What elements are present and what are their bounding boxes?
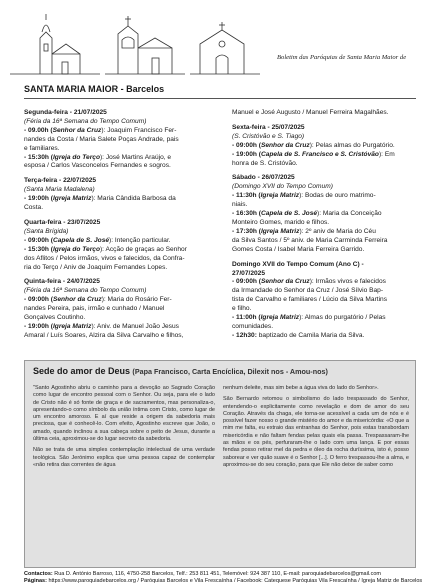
mass-entry-line xyxy=(24,332,226,341)
mass-intention-text: ): Almas do purgatório / Pelas xyxy=(299,314,386,322)
mass-intention-text: ): Maria da Conceição xyxy=(317,210,382,218)
mass-intention-text: da Irmandade do Senhor da Cruz / José Sílvio Bap- xyxy=(232,287,384,295)
mass-intention-text: e familiares. xyxy=(24,144,60,152)
mass-location: Igreja Matriz xyxy=(260,227,300,235)
mass-intention-text: ): Em xyxy=(378,150,395,158)
mass-intention-text: ): Maria do Rosário Fer- xyxy=(101,296,172,304)
mass-entry-line xyxy=(232,192,418,201)
churches-illustration xyxy=(0,4,265,76)
bulletin-title: Boletim das Paróquias de Santa Maria Maior de xyxy=(277,54,407,61)
mass-entry-line xyxy=(232,109,418,118)
mass-intention-text: ): Pelas almas do Purgatório. xyxy=(309,141,395,149)
bulletin-header xyxy=(0,0,440,78)
mass-location: Igreja do Terço xyxy=(52,245,100,253)
mass-location: Igreja Matriz xyxy=(260,192,300,200)
mass-entry-line xyxy=(232,142,418,151)
mass-entry-line xyxy=(24,296,226,305)
mass-entry-line xyxy=(24,305,226,314)
mass-location: Capela de S. Francisco e S. Cristóvão xyxy=(260,150,379,158)
mass-intention-text: ): Aniv. de Manuel João Jesus xyxy=(91,322,179,330)
footer-pages-text: https://www.paroquiadebarcelos.org / Paróquias Barcelos e Vila Frescaínha / Facebook: Catequese Paróquias Vila Frescaínha / Igreja Matriz de Barcelos xyxy=(46,578,423,585)
day-liturgical-note: (S. Cristóvão e S. Tiago) xyxy=(232,132,305,140)
mass-intention-text: e filho. xyxy=(232,305,252,313)
mass-intention-text: ria do Terço / Aniv de Joaquim Fernandes Lopes. xyxy=(24,263,168,271)
mass-intention-text: dos Aflitos / Pelos irmãos, vivos e falecidos, da Confra- xyxy=(24,254,185,262)
page-title: SANTA MARIA MAIOR - Barcelos xyxy=(24,84,165,94)
mass-entry-line xyxy=(232,228,418,237)
schedule-day xyxy=(232,109,418,118)
day-title: Domingo XVII do Tempo Comum (Ano C) - xyxy=(232,260,364,268)
mass-time: - 19:00h ( xyxy=(24,195,53,203)
schedule-day xyxy=(232,124,418,169)
reflection-box xyxy=(24,360,416,568)
mass-intention-text: Manuel e José Augusto / Manuel Ferreira Magalhães. xyxy=(232,109,389,116)
mass-time: - 09.00h ( xyxy=(24,126,53,134)
reflection-paragraph: São Bernardo retomou o simbolismo do lado trespassado do Senhor, entendendo-o explicitamente como revelação e dom de amor do seu Coração. Através da chaga, ele torna-se acessível a cada um de nós e é possível fazer nosso o grande mistério do amor e da misericórdia: «O que a mim me falta, eu extraio das entranhas do Senhor, pois estas transbordam misericórdia e não faltam fendas pelas quais ela passa. Trespassaram-lhe as mãos e os pés, perfuraram-lhe o lado com uma lança. E por essas fendas posso retirar mel da pedra e óleo da rocha duríssima, isto é, posso saborear e ver quão suave é o Senhor [...]. O ferro trespassou-lhe a alma, e aproximou-se do seu coração, para que Ele não deixe de saber como xyxy=(223,396,409,468)
mass-location: Igreja Matriz xyxy=(52,195,92,203)
mass-time: - 11:00h ( xyxy=(232,314,261,322)
reflection-left-column xyxy=(33,385,215,473)
schedule-day xyxy=(24,177,226,213)
schedule-day xyxy=(24,219,226,272)
mass-entry-line xyxy=(24,314,226,323)
day-liturgical-note: (Santa Brígida) xyxy=(24,227,69,235)
mass-time: - 09:00h ( xyxy=(232,278,261,286)
day-title: Terça-feira - 22/07/2025 xyxy=(24,177,97,185)
mass-entry-line xyxy=(232,151,418,160)
mass-location: Senhor da Cruz xyxy=(260,278,310,286)
mass-intention-text: comunidades. xyxy=(232,322,274,330)
mass-entry-line xyxy=(24,204,226,213)
mass-entry-line xyxy=(232,332,418,341)
mass-intention-text: esposa / Carlos Vasconcelos Fernandes e sogros. xyxy=(24,162,171,170)
mass-location: Capela de S. José xyxy=(52,236,110,244)
mass-intention-text: niais. xyxy=(232,201,248,209)
mass-entry-line xyxy=(232,237,418,246)
mass-entry-line xyxy=(24,154,226,163)
mass-time: - 09:00h ( xyxy=(24,236,53,244)
mass-location: Senhor da Cruz xyxy=(52,296,102,304)
mass-entry-line xyxy=(232,314,418,323)
mass-intention-text: da Silva Santos / 5º aniv. de Maria Carminda Ferreira xyxy=(232,236,388,244)
mass-time: - 09:00h ( xyxy=(232,141,261,149)
mass-entry-line xyxy=(232,305,418,314)
footer-contacts-text: Rua D. António Barroso, 116, 4750-258 Barcelos, Telf.: 253 811 451, Telemóvel: 924 387 110, E-mail: paroquiadebarcelos@gmail.com xyxy=(52,571,381,577)
mass-entry-line xyxy=(232,219,418,228)
schedule-day xyxy=(24,278,226,340)
mass-time: - 19:00h ( xyxy=(232,150,261,158)
mass-location: Igreja Matriz xyxy=(260,314,300,322)
mass-entry-line xyxy=(24,195,226,204)
mass-intention-text: nandes da Costa / Maria Salete Poças Andrade, pais xyxy=(24,135,179,143)
mass-time: - 16:30h ( xyxy=(232,210,261,218)
mass-time: - 15:30h ( xyxy=(24,245,53,253)
mass-time: - 19:00h ( xyxy=(24,322,53,330)
mass-entry-line xyxy=(232,296,418,305)
day-title: Quarta-feira - 23/07/2025 xyxy=(24,218,101,226)
mass-location: Senhor da Cruz xyxy=(260,141,310,149)
mass-entry-line xyxy=(24,162,226,171)
day-title: Quinta-feira - 24/07/2025 xyxy=(24,278,100,286)
reflection-title: Sede do amor de Deus xyxy=(33,366,131,376)
reflection-source: (Papa Francisco, Carta Encíclica, Dilexit nos - Amou-nos) xyxy=(132,367,328,376)
mass-time: - 11:30h ( xyxy=(232,192,261,200)
day-title: Sábado - 26/07/2025 xyxy=(232,174,295,182)
mass-time: - 15:30h ( xyxy=(24,153,53,161)
mass-entry-line xyxy=(232,160,418,169)
mass-entry-line xyxy=(24,264,226,273)
mass-intention-text: ): Joaquim Francisco Fer- xyxy=(101,126,177,134)
mass-time: - 12h30: xyxy=(232,331,259,339)
mass-entry-line xyxy=(232,287,418,296)
title-divider xyxy=(24,98,416,99)
reflection-paragraph: Não se trata de uma simples contemplação intelectual de uma verdade teológica. São Jerónimo explica que uma pessoa capaz de contemplar «não retira das correntes de água xyxy=(33,447,215,468)
footer-contacts-label: Contactos: xyxy=(24,571,53,577)
mass-intention-text: ): José Martins Araújo, e xyxy=(99,153,172,161)
mass-intention-text: Monteiro Gomes, marido e filhos. xyxy=(232,218,330,226)
mass-intention-text: ): Intenção particular. xyxy=(109,236,171,244)
mass-time: - 17:30h ( xyxy=(232,227,261,235)
mass-entry-line xyxy=(232,246,418,255)
schedule-left-column xyxy=(24,109,226,347)
mass-entry-line xyxy=(232,201,418,210)
day-liturgical-note: (Féria da 16ª Semana do Tempo Comum) xyxy=(24,117,147,125)
mass-time: - 09:00h ( xyxy=(24,296,53,304)
day-title: Segunda-feira - 21/07/2025 xyxy=(24,109,107,116)
schedule-day xyxy=(232,174,418,254)
mass-entry-line xyxy=(24,255,226,264)
mass-intention-text: ): Acção de graças ao Senhor xyxy=(99,245,187,253)
mass-intention-text: ): Bodas de ouro matrimo- xyxy=(299,192,376,200)
mass-intention-text: honra de S. Cristóvão. xyxy=(232,159,298,167)
mass-intention-text: Gomes Costa / Isabel Maria Ferreira Garrido. xyxy=(232,245,365,253)
mass-intention-text: baptizado de Camila Maria da Silva. xyxy=(258,331,365,339)
reflection-right-column xyxy=(223,385,409,473)
mass-entry-line xyxy=(24,136,226,145)
day-liturgical-note: (Santa Maria Madalena) xyxy=(24,186,95,194)
reflection-heading xyxy=(33,366,328,376)
mass-entry-line xyxy=(24,237,226,246)
footer-pages-line xyxy=(24,578,424,585)
schedule-day xyxy=(232,261,418,341)
mass-location: Igreja Matriz xyxy=(52,322,92,330)
mass-intention-text: ): 2º aniv de Maria do Céu xyxy=(299,227,376,235)
day-title: Sexta-feira - 25/07/2025 xyxy=(232,123,305,131)
day-liturgical-note: (Domingo XVII do Tempo Comum) xyxy=(232,183,333,191)
day-liturgical-note: (Féria da 16ª Semana do Tempo Comum) xyxy=(24,287,147,295)
mass-intention-text: Gonçalves Coutinho. xyxy=(24,314,86,322)
mass-intention-text: Costa. xyxy=(24,204,44,212)
mass-intention-text: nandes Pereira, pais, irmão e cunhado / Manuel xyxy=(24,305,165,313)
mass-intention-text: tista de Carvalho e familiares / Lúcio da Silva Martins xyxy=(232,296,388,304)
schedule-day xyxy=(24,109,226,171)
mass-entry-line xyxy=(24,145,226,154)
mass-location: Senhor da Cruz xyxy=(52,126,102,134)
mass-entry-line xyxy=(24,323,226,332)
mass-location: Igreja do Terço xyxy=(52,153,100,161)
reflection-paragraph: nenhum deleite, mas sim bebe a água viva do lado do Senhor». xyxy=(223,385,379,391)
mass-entry-line xyxy=(232,210,418,219)
mass-intention-text: Amaral / Luís Soares, Alzira da Silva Carvalho e filhos, xyxy=(24,331,184,339)
mass-entry-line xyxy=(232,278,418,287)
footer-pages-label: Páginas: xyxy=(24,578,47,585)
mass-intention-text: ): Maria Cândida Barbosa da xyxy=(91,195,176,203)
mass-entry-line xyxy=(24,127,226,136)
mass-location: Capela de S. José xyxy=(260,210,318,218)
schedule-right-column xyxy=(232,109,418,347)
mass-entry-line xyxy=(232,323,418,332)
mass-intention-text: ): Irmãos vivos e falecidos xyxy=(309,278,386,286)
mass-entry-line xyxy=(24,246,226,255)
day-title-cont: 27/07/2025 xyxy=(232,269,266,277)
reflection-paragraph: "Santo Agostinho abriu o caminho para a devoção ao Sagrado Coração como lugar de encontro pessoal com o Senhor. Ou seja, para ele o lado de Cristo não é só fonte de graça e de sacramentos, mas personaliza-o, apresentando-o como símbolo da união íntima com Cristo, como lugar de um encontro amoroso. E aí que reside a origem da sabedoria mais preciosa, que é conhecê-lo. Com efeito, Agostinho escreve que João, o amado, quando inclinou a sua cabeça sobre o peito de Jesus, durante a última ceia, aproximou-se do lugar secreto da sabedoria. xyxy=(33,385,215,443)
footer-contacts xyxy=(24,571,424,585)
footer-contacts-line xyxy=(24,571,424,578)
